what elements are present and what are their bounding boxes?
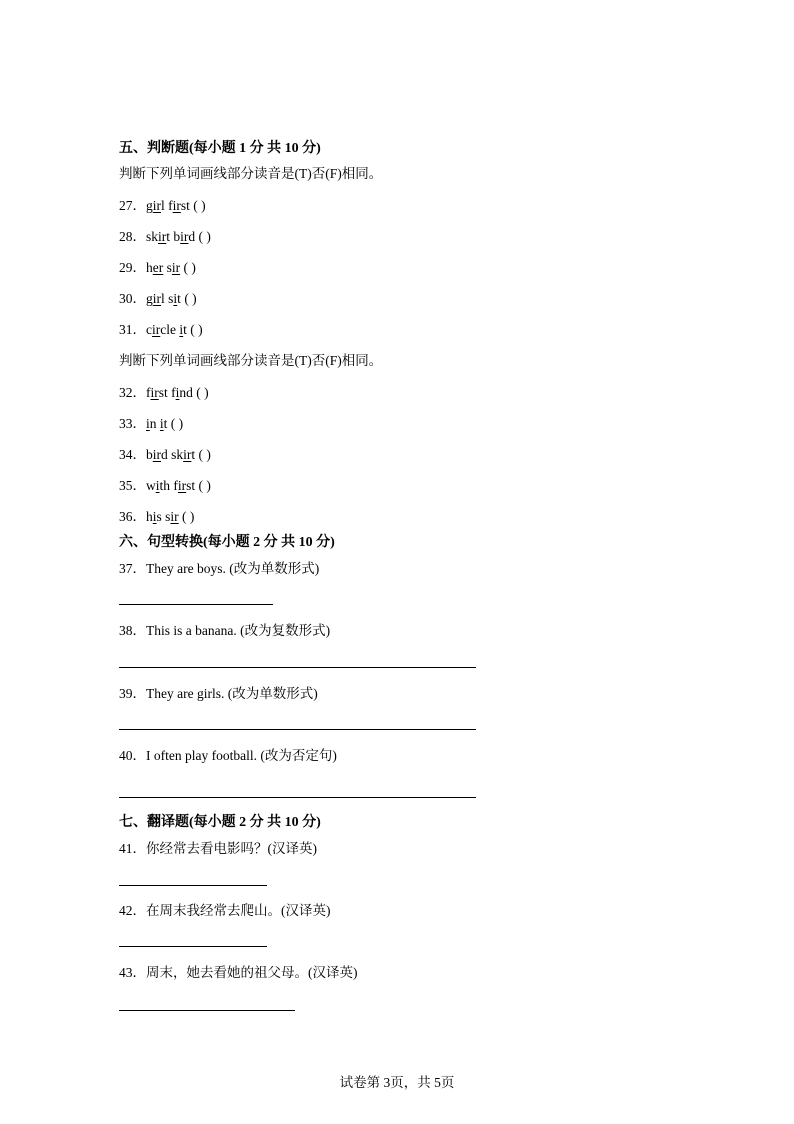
word1-part: t bbox=[166, 229, 171, 244]
word2-underlined: i bbox=[179, 322, 184, 337]
answer-blank[interactable]: ( ) bbox=[178, 509, 195, 524]
question-29 bbox=[119, 260, 196, 276]
question-35 bbox=[119, 478, 211, 494]
question-30 bbox=[119, 291, 197, 307]
word2-part: sk bbox=[171, 447, 184, 462]
question-36 bbox=[119, 509, 194, 525]
word2-underlined: ir bbox=[183, 447, 192, 462]
word1-underlined: ir bbox=[152, 322, 161, 337]
question-number: 41． bbox=[119, 841, 146, 856]
question-number: 35． bbox=[119, 478, 146, 493]
question-32 bbox=[119, 385, 209, 401]
question-number: 29． bbox=[119, 260, 146, 275]
question-number: 28． bbox=[119, 229, 146, 244]
word2-part: st bbox=[180, 198, 190, 213]
section-5-instruction-2: 判断下列单词画线部分读音是(T)否(F)相同。 bbox=[119, 353, 383, 368]
answer-line-43[interactable] bbox=[119, 1010, 295, 1011]
word2-underlined: ir bbox=[177, 478, 187, 493]
word1-part: s bbox=[156, 509, 162, 524]
word1-underlined: ir bbox=[158, 229, 167, 244]
word1-underlined: ir bbox=[152, 447, 161, 462]
word2-part: s bbox=[166, 260, 172, 275]
word2-part: f bbox=[168, 198, 173, 213]
word1-part: b bbox=[146, 447, 153, 462]
word1-part: w bbox=[146, 478, 156, 493]
question-number: 40． bbox=[119, 748, 146, 763]
word1-part: h bbox=[146, 509, 153, 524]
word2-underlined: ir bbox=[172, 198, 181, 213]
answer-blank[interactable]: ( ) bbox=[195, 229, 211, 244]
question-43 bbox=[119, 965, 358, 981]
word2-underlined: ir bbox=[170, 509, 179, 524]
answer-blank[interactable]: ( ) bbox=[189, 198, 206, 213]
word1-part: th bbox=[159, 478, 171, 493]
answer-line-38[interactable] bbox=[119, 667, 476, 668]
word1-underlined: ir bbox=[150, 385, 159, 400]
word1-underlined: ir bbox=[152, 291, 161, 306]
word2-part: f bbox=[171, 385, 176, 400]
question-text: They are boys. (改为单数形式) bbox=[146, 561, 320, 576]
word2-part: f bbox=[173, 478, 178, 493]
question-number: 36． bbox=[119, 509, 146, 524]
section-5-title: 五、判断题(每小题 1 分 共 10 分) bbox=[119, 141, 321, 156]
question-33 bbox=[119, 416, 183, 432]
question-text: 周末，她去看她的祖父母。(汉译英) bbox=[146, 965, 358, 980]
section-5-instruction: 判断下列单词画线部分读音是(T)否(F)相同。 bbox=[119, 166, 383, 181]
word2-part: t bbox=[177, 291, 181, 306]
word1-part: c bbox=[146, 322, 152, 337]
word2-part: t bbox=[163, 416, 168, 431]
answer-blank[interactable]: ( ) bbox=[180, 291, 197, 306]
word1-part: f bbox=[146, 385, 151, 400]
question-number: 33． bbox=[119, 416, 146, 431]
answer-line-40[interactable] bbox=[119, 797, 476, 798]
section-7-title: 七、翻译题(每小题 2 分 共 10 分) bbox=[119, 815, 321, 830]
answer-blank[interactable]: ( ) bbox=[180, 260, 196, 275]
word2-part: b bbox=[173, 229, 181, 244]
word2-part: d bbox=[188, 229, 196, 244]
question-number: 31． bbox=[119, 322, 146, 337]
question-text: This is a banana. (改为复数形式) bbox=[146, 623, 331, 638]
word1-part: g bbox=[146, 198, 153, 213]
word2-part: s bbox=[168, 291, 174, 306]
word1-part: cle bbox=[160, 322, 176, 337]
word1-part: l bbox=[161, 291, 165, 306]
question-37 bbox=[119, 561, 319, 577]
question-number: 30． bbox=[119, 291, 146, 306]
question-number: 38． bbox=[119, 623, 146, 638]
question-number: 42． bbox=[119, 903, 146, 918]
word2-part: st bbox=[186, 478, 196, 493]
question-number: 39． bbox=[119, 686, 146, 701]
question-34 bbox=[119, 447, 211, 463]
question-number: 37． bbox=[119, 561, 146, 576]
word1-part: l bbox=[161, 198, 165, 213]
answer-blank[interactable]: ( ) bbox=[186, 322, 203, 337]
question-text: 你经常去看电影吗？(汉译英) bbox=[146, 841, 317, 856]
word1-part: n bbox=[149, 416, 157, 431]
word1-underlined: i bbox=[155, 478, 160, 493]
word2-part: t bbox=[183, 322, 187, 337]
question-31 bbox=[119, 322, 203, 338]
question-number: 34． bbox=[119, 447, 146, 462]
answer-line-37[interactable] bbox=[119, 604, 273, 605]
question-27 bbox=[119, 198, 206, 214]
word1-underlined: i bbox=[146, 416, 150, 431]
question-39 bbox=[119, 686, 318, 702]
word1-part: sk bbox=[146, 229, 159, 244]
question-41 bbox=[119, 841, 317, 857]
word2-underlined: i bbox=[173, 291, 178, 306]
word1-part: h bbox=[146, 260, 153, 275]
answer-line-42[interactable] bbox=[119, 946, 267, 947]
word1-underlined: ir bbox=[152, 198, 161, 213]
word1-part: st bbox=[158, 385, 168, 400]
answer-blank[interactable]: ( ) bbox=[167, 416, 184, 431]
section-6-title: 六、句型转换(每小题 2 分 共 10 分) bbox=[119, 535, 335, 550]
word1-part: d bbox=[161, 447, 168, 462]
word2-part: t bbox=[191, 447, 196, 462]
word2-underlined: ir bbox=[180, 229, 189, 244]
word2-underlined: i bbox=[159, 416, 164, 431]
question-28 bbox=[119, 229, 211, 245]
question-40 bbox=[119, 748, 337, 764]
answer-blank[interactable]: ( ) bbox=[195, 478, 211, 493]
word2-part: s bbox=[165, 509, 171, 524]
word2-underlined: i bbox=[175, 385, 180, 400]
word1-underlined: i bbox=[152, 509, 157, 524]
question-text: 在周末我经常去爬山。(汉译英) bbox=[146, 903, 331, 918]
question-number: 27． bbox=[119, 198, 146, 213]
question-text: They are girls. (改为单数形式) bbox=[146, 686, 318, 701]
page-footer: 试卷第 3页，共 5页 bbox=[339, 1075, 455, 1090]
word2-part: nd bbox=[179, 385, 193, 400]
question-number: 32． bbox=[119, 385, 146, 400]
question-number: 43． bbox=[119, 965, 146, 980]
question-42 bbox=[119, 903, 331, 919]
answer-blank[interactable]: ( ) bbox=[192, 385, 209, 400]
answer-line-41[interactable] bbox=[119, 885, 267, 886]
word1-underlined: er bbox=[152, 260, 164, 275]
question-38 bbox=[119, 623, 330, 639]
question-text: I often play football. (改为否定句) bbox=[146, 748, 337, 763]
word2-underlined: ir bbox=[171, 260, 181, 275]
word1-part: g bbox=[146, 291, 153, 306]
answer-blank[interactable]: ( ) bbox=[195, 447, 211, 462]
answer-line-39[interactable] bbox=[119, 729, 476, 730]
